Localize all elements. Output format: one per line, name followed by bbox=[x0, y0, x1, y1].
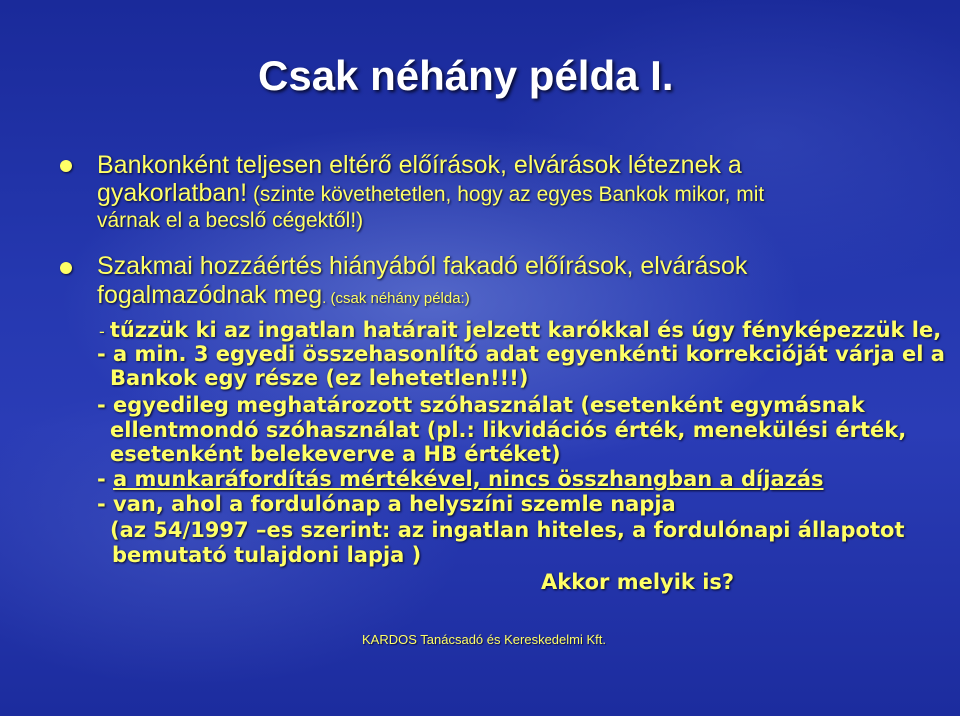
bullet1-line3-text: várnak el a becslő cégektől!) bbox=[97, 209, 364, 232]
closing-question: Akkor melyik is? bbox=[541, 570, 735, 594]
detail-line-7-text: a munkaráfordítás mértékével, nincs összhangban a díjazás bbox=[113, 467, 824, 491]
detail-line-6: esetenként belekeverve a HB értéket) bbox=[110, 442, 561, 466]
bullet-dot-2 bbox=[60, 262, 72, 274]
bullet1-line2-note: (szinte követhetetlen, hogy az egyes Bankok mikor, mit bbox=[247, 183, 765, 206]
detail-line-3: Bankok egy része (ez lehetetlen!!!) bbox=[110, 366, 529, 390]
detail-line-1 bbox=[99, 318, 941, 342]
detail-line-2: - a min. 3 egyedi összehasonlító adat egyenkénti korrekcióját várja el a bbox=[97, 342, 945, 366]
detail-line-8: - van, ahol a fordulónap a helyszíni szemle napja bbox=[97, 492, 676, 516]
detail-line-1-text: tűzzük ki az ingatlan határait jelzett karókkal és úgy fényképezzük le, bbox=[109, 318, 942, 342]
detail-line-7 bbox=[97, 467, 824, 491]
bullet1-line3 bbox=[97, 205, 363, 234]
detail-line-9: (az 54/1997 –es szerint: az ingatlan hiteles, a fordulónapi állapotot bbox=[110, 518, 905, 542]
bullet2-line2-main: fogalmazódnak meg bbox=[97, 281, 323, 309]
bullet1-line1: Bankonként teljesen eltérő előírások, elvárások léteznek a bbox=[97, 151, 742, 179]
slide-title: Csak néhány példa I. bbox=[258, 52, 674, 99]
bullet1-line2-main: gyakorlatban! bbox=[97, 179, 248, 207]
detail-line-1-dash: - bbox=[99, 322, 110, 341]
bullet1-line2 bbox=[97, 179, 764, 208]
detail-line-7-dash: - bbox=[97, 467, 114, 491]
bullet2-line2-note: . (csak néhány példa:) bbox=[322, 290, 470, 307]
detail-line-4: - egyedileg meghatározott szóhasználat (esetenként egymásnak bbox=[97, 393, 865, 417]
bullet-dot-1 bbox=[60, 160, 72, 172]
detail-line-10: bemutató tulajdoni lapja ) bbox=[112, 543, 422, 567]
detail-line-5: ellentmondó szóhasználat (pl.: likvidációs érték, menekülési érték, bbox=[110, 418, 907, 442]
footer-company: KARDOS Tanácsadó és Kereskedelmi Kft. bbox=[362, 632, 606, 647]
bullet2-line1: Szakmai hozzáértés hiányából fakadó előírások, elvárások bbox=[97, 252, 748, 280]
bullet2-line2 bbox=[97, 281, 470, 310]
